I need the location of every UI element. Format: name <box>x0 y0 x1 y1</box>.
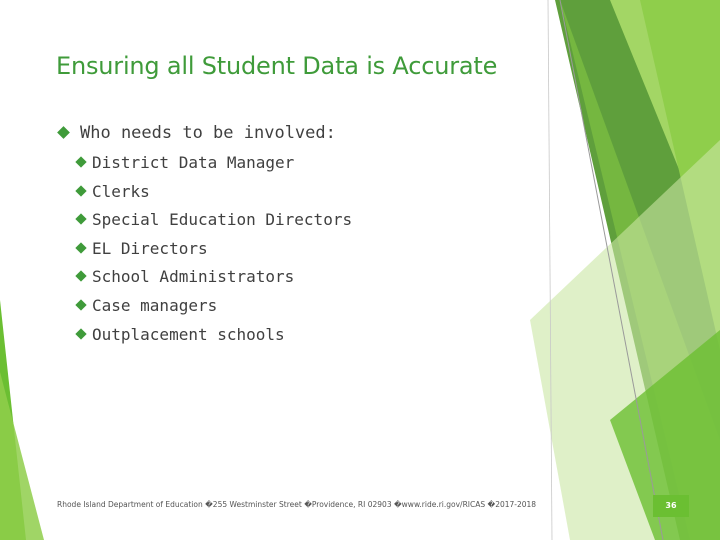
bullet-text: Clerks <box>92 181 150 201</box>
bullet-item <box>76 149 352 178</box>
bullet-item <box>76 321 352 350</box>
bullet-text: Special Education Directors <box>92 210 353 230</box>
diamond-bullet-icon <box>75 299 86 310</box>
bullet-item <box>76 206 352 235</box>
bullet-text: Case managers <box>92 295 218 315</box>
bullet-text: School Administrators <box>92 267 295 287</box>
page-number-badge: 36 <box>653 495 689 517</box>
diamond-bullet-icon <box>57 126 70 139</box>
bullet-text: District Data Manager <box>92 153 295 172</box>
bullet-item <box>76 178 352 207</box>
diamond-bullet-icon <box>75 156 86 167</box>
bullet-text: EL Directors <box>92 238 208 258</box>
diamond-bullet-icon <box>75 214 86 225</box>
diamond-bullet-icon <box>75 185 86 196</box>
bullet-item <box>76 235 352 264</box>
bullet-list <box>58 119 352 349</box>
left-triangle-light <box>0 372 44 540</box>
bullet-item <box>76 292 352 321</box>
diamond-bullet-icon <box>75 328 86 339</box>
bullet-item <box>76 263 352 292</box>
diamond-bullet-icon <box>75 271 86 282</box>
bullet-item <box>58 119 352 147</box>
bullet-text: Who needs to be involved: <box>80 123 336 143</box>
bullet-text: Outplacement schools <box>92 324 285 344</box>
right-thin-line-2 <box>548 0 552 540</box>
footer-text: Rhode Island Department of Education �255 Westminster Street �Providence, RI 02903 �www.ride.ri.gov/RICAS �2017-2018 <box>57 500 537 509</box>
diamond-bullet-icon <box>75 242 86 253</box>
slide-title: Ensuring all Student Data is Accurate <box>56 52 498 80</box>
